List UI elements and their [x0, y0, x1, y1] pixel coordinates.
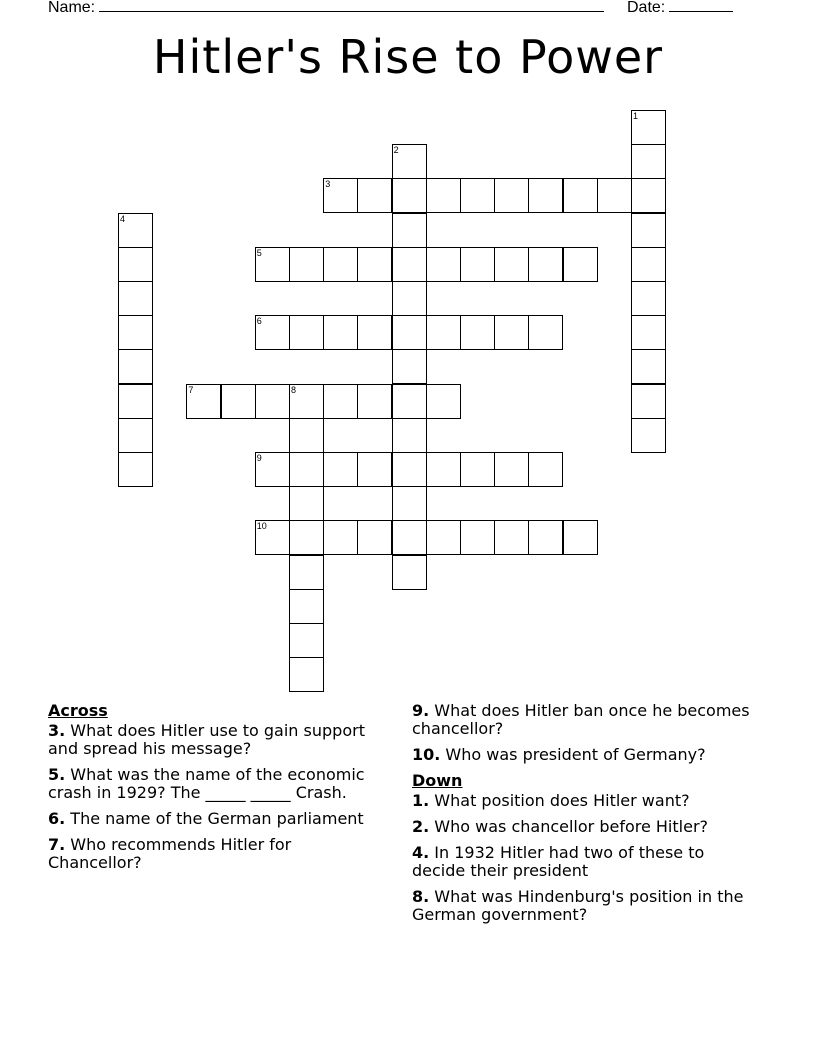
clue-text: The name of the German parliament: [65, 809, 364, 828]
name-label: Name:: [48, 0, 96, 16]
cell-number: 10: [256, 521, 267, 532]
grid-cell[interactable]: [494, 315, 529, 350]
grid-cell[interactable]: [494, 520, 529, 555]
grid-cell[interactable]: [255, 384, 290, 419]
page-title: Hitler's Rise to Power: [152, 30, 664, 84]
grid-cell[interactable]: [460, 520, 495, 555]
grid-cell[interactable]: [426, 520, 461, 555]
grid-cell[interactable]: [392, 247, 427, 282]
clue-across-3: [48, 722, 378, 758]
grid-cell[interactable]: [392, 520, 427, 555]
grid-cell[interactable]: [255, 452, 290, 487]
grid-cell[interactable]: [118, 281, 153, 316]
grid-cell[interactable]: [426, 178, 461, 213]
grid-cell[interactable]: [255, 247, 290, 282]
cell-number: 6: [256, 316, 262, 327]
clue-text: Who was chancellor before Hitler?: [429, 817, 709, 836]
grid-cell[interactable]: [357, 520, 392, 555]
clue-number: 5.: [48, 765, 66, 784]
clue-number: 6.: [48, 809, 66, 828]
clue-text: What does Hitler ban once he becomes chancellor?: [412, 701, 750, 738]
clue-text: What was Hindenburg's position in the German government?: [412, 887, 744, 924]
grid-cell[interactable]: [631, 144, 666, 179]
grid-cell[interactable]: [460, 315, 495, 350]
grid-cell[interactable]: [289, 452, 324, 487]
grid-cell[interactable]: [528, 178, 563, 213]
clue-text: Who recommends Hitler for Chancellor?: [48, 835, 292, 872]
grid-cell[interactable]: [631, 418, 666, 453]
grid-cell[interactable]: [118, 384, 153, 419]
grid-cell[interactable]: [392, 281, 427, 316]
clue-across-6: [48, 810, 378, 828]
clue-number: 8.: [412, 887, 430, 906]
grid-cell[interactable]: [460, 452, 495, 487]
grid-cell[interactable]: [392, 384, 427, 419]
clue-number: 7.: [48, 835, 66, 854]
grid-cell[interactable]: [528, 247, 563, 282]
grid-cell[interactable]: [631, 315, 666, 350]
grid-cell[interactable]: [289, 384, 324, 419]
cell-number: 8: [291, 384, 297, 395]
grid-cell[interactable]: [392, 486, 427, 521]
grid-cell[interactable]: [460, 178, 495, 213]
cell-number: 3: [325, 179, 331, 190]
grid-cell[interactable]: [289, 657, 324, 692]
grid-cell[interactable]: [357, 315, 392, 350]
grid-cell[interactable]: [631, 178, 666, 213]
clue-across-9: [412, 702, 752, 738]
grid-cell[interactable]: [528, 452, 563, 487]
grid-cell[interactable]: [631, 247, 666, 282]
grid-cell[interactable]: [323, 178, 358, 213]
cell-number: 7: [188, 384, 194, 395]
grid-cell[interactable]: [357, 384, 392, 419]
grid-cell[interactable]: [255, 315, 290, 350]
down-heading: Down: [412, 771, 463, 790]
grid-cell[interactable]: [392, 418, 427, 453]
clue-number: 2.: [412, 817, 430, 836]
grid-cell[interactable]: [563, 178, 598, 213]
grid-cell[interactable]: [357, 452, 392, 487]
grid-cell[interactable]: [118, 452, 153, 487]
clue-text: What does Hitler use to gain support and spread his message?: [48, 721, 365, 758]
grid-cell[interactable]: [323, 384, 358, 419]
cell-number: 2: [393, 145, 399, 156]
clue-text: Who was president of Germany?: [440, 745, 706, 764]
clue-number: 3.: [48, 721, 66, 740]
clues-right-column: [412, 702, 752, 932]
grid-cell[interactable]: [118, 247, 153, 282]
clue-across-10: [412, 746, 752, 764]
grid-cell[interactable]: [631, 110, 666, 145]
across-heading: Across: [48, 701, 108, 720]
grid-cell[interactable]: [289, 520, 324, 555]
grid-cell[interactable]: [392, 555, 427, 590]
grid-cell[interactable]: [392, 178, 427, 213]
cell-number: 5: [256, 247, 262, 258]
clue-text: What was the name of the economic crash in 1929? The _____ _____ Crash.: [48, 765, 365, 802]
grid-cell[interactable]: [631, 281, 666, 316]
clue-number: 10.: [412, 745, 441, 764]
grid-cell[interactable]: [426, 247, 461, 282]
grid-cell[interactable]: [528, 315, 563, 350]
clue-across-5: [48, 766, 378, 802]
grid-cell[interactable]: [289, 555, 324, 590]
grid-cell[interactable]: [289, 418, 324, 453]
grid-cell[interactable]: [289, 486, 324, 521]
clue-text: What position does Hitler want?: [429, 791, 690, 810]
grid-cell[interactable]: [460, 247, 495, 282]
clue-number: 9.: [412, 701, 430, 720]
date-label: Date:: [627, 0, 666, 16]
grid-cell[interactable]: [528, 520, 563, 555]
grid-cell[interactable]: [357, 178, 392, 213]
grid-cell[interactable]: [289, 247, 324, 282]
cell-number: 9: [256, 453, 262, 463]
grid-cell[interactable]: [323, 315, 358, 350]
grid-cell[interactable]: [357, 247, 392, 282]
grid-cell[interactable]: [323, 452, 358, 487]
clue-text: In 1932 Hitler had two of these to decide their president: [412, 843, 705, 880]
grid-cell[interactable]: [563, 247, 598, 282]
grid-cell[interactable]: [426, 452, 461, 487]
grid-cell[interactable]: [323, 247, 358, 282]
grid-cell[interactable]: [631, 213, 666, 248]
grid-cell[interactable]: [323, 520, 358, 555]
grid-cell[interactable]: [392, 144, 427, 179]
grid-cell[interactable]: [597, 178, 632, 213]
grid-cell[interactable]: [494, 178, 529, 213]
grid-cell[interactable]: [118, 315, 153, 350]
grid-cell[interactable]: [186, 384, 221, 419]
clue-number: 4.: [412, 843, 430, 862]
grid-cell[interactable]: [289, 589, 324, 624]
clue-down-1: [412, 792, 752, 810]
grid-cell[interactable]: [255, 520, 290, 555]
cell-number: 4: [120, 213, 126, 224]
clue-down-2: [412, 818, 752, 836]
grid-cell[interactable]: [392, 452, 427, 487]
grid-cell[interactable]: [494, 452, 529, 487]
clue-number: 1.: [412, 791, 430, 810]
grid-cell[interactable]: [494, 247, 529, 282]
cell-number: 1: [633, 111, 639, 121]
grid-cell[interactable]: [118, 418, 153, 453]
grid-cell[interactable]: [392, 349, 427, 384]
clue-across-7: [48, 836, 378, 872]
grid-cell[interactable]: [426, 384, 461, 419]
grid-cell[interactable]: [563, 520, 598, 555]
grid-cell[interactable]: [426, 315, 461, 350]
grid-cell[interactable]: [289, 315, 324, 350]
grid-cell[interactable]: [631, 349, 666, 384]
grid-cell[interactable]: [118, 349, 153, 384]
clue-down-4: [412, 844, 752, 880]
grid-cell[interactable]: [118, 213, 153, 248]
grid-cell[interactable]: [221, 384, 256, 419]
grid-cell[interactable]: [289, 623, 324, 658]
grid-cell[interactable]: [392, 315, 427, 350]
clues-left-column: [48, 702, 378, 880]
grid-cell[interactable]: [392, 213, 427, 248]
grid-cell[interactable]: [631, 384, 666, 419]
clue-down-8: [412, 888, 752, 924]
